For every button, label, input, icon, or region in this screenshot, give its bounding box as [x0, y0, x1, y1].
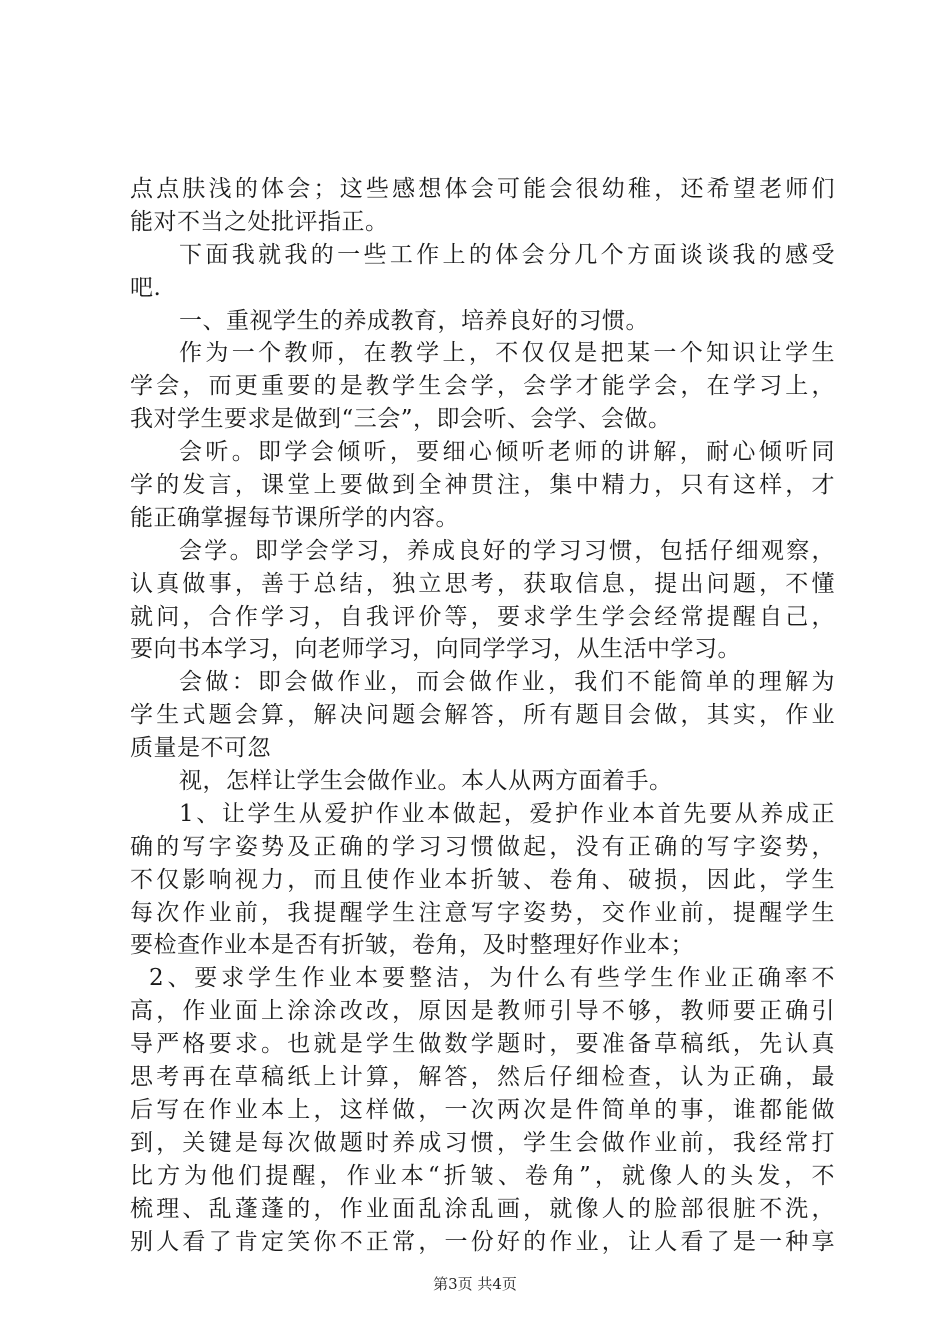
text-line: 能正确掌握每节课所学的内容。 — [130, 504, 459, 531]
text-line: 后写在作业本上，这样做，一次两次是件简单的事，谁都能做 — [130, 1096, 835, 1123]
text-line: 下面我就我的一些工作上的体会分几个方面谈谈我的感受 — [179, 241, 835, 268]
section-heading: 一、重视学生的养成教育，培养良好的习惯。 — [179, 307, 649, 334]
text-line: 2、要求学生作业本要整洁，为什么有些学生作业正确率不 — [149, 965, 835, 992]
text-line: 我对学生要求是做到“三会”，即会听、会学、会做。 — [130, 406, 672, 433]
text-line: 视，怎样让学生会做作业。本人从两方面着手。 — [179, 768, 673, 795]
text-line: 比方为他们提醒，作业本“折皱、卷角”，就像人的头发，不 — [130, 1162, 835, 1189]
text-line: 导严格要求。也就是学生做数学题时，要准备草稿纸，先认真 — [130, 1031, 835, 1058]
text-line: 思考再在草稿纸上计算，解答，然后仔细检查，认为正确，最 — [130, 1064, 835, 1091]
text-line: 要向书本学习，向老师学习，向同学学习，从生活中学习。 — [130, 636, 741, 663]
text-line: 会学。即学会学习，养成良好的学习习惯，包括仔细观察， — [179, 537, 835, 564]
text-line: 不仅影响视力，而且使作业本折皱、卷角、破损，因此，学生 — [130, 866, 835, 893]
text-line: 1、让学生从爱护作业本做起，爱护作业本首先要从养成正 — [179, 800, 835, 827]
page-number-footer: 第3页 共4页 — [433, 1275, 517, 1293]
text-line: 确的写字姿势及正确的学习习惯做起，没有正确的写字姿势， — [130, 833, 835, 860]
text-line: 学会，而更重要的是教学生会学，会学才能学会，在学习上， — [130, 373, 835, 400]
text-line: 高，作业面上涂涂改改，原因是教师引导不够，教师要正确引 — [130, 998, 835, 1025]
text-line: 每次作业前，我提醒学生注意写字姿势，交作业前，提醒学生 — [130, 899, 835, 926]
text-line: 会听。即学会倾听，要细心倾听老师的讲解，耐心倾听同 — [179, 439, 835, 466]
text-line: 就问，合作学习，自我评价等，要求学生学会经常提醒自己， — [130, 603, 835, 630]
text-line: 学的发言，课堂上要做到全神贯注，集中精力，只有这样，才 — [130, 472, 835, 499]
text-line: 点点肤浅的体会；这些感想体会可能会很幼稚，还希望老师们 — [130, 176, 835, 202]
text-line: 质量是不可忽 — [130, 735, 271, 762]
text-line: 要检查作业本是否有折皱，卷角，及时整理好作业本； — [130, 932, 694, 959]
text-line: 认真做事，善于总结，独立思考，获取信息，提出问题，不懂 — [130, 570, 835, 597]
text-line: 会做：即会做作业，而会做作业，我们不能简单的理解为 — [179, 669, 835, 696]
text-line: 作为一个教师，在教学上，不仅仅是把某一个知识让学生 — [179, 340, 835, 367]
text-line: 学生式题会算，解决问题会解答，所有题目会做，其实，作业 — [130, 702, 835, 729]
text-line: 别人看了肯定笑你不正常，一份好的作业，让人看了是一种享 — [130, 1228, 835, 1255]
text-line: 梳理、乱蓬蓬的，作业面乱涂乱画，就像人的脸部很脏不洗， — [130, 1195, 835, 1222]
text-line: 到，关键是每次做题时养成习惯，学生会做作业前，我经常打 — [130, 1129, 835, 1156]
text-line: 能对不当之处批评指正。 — [130, 208, 389, 235]
text-line: 吧. — [130, 274, 162, 301]
document-body — [130, 173, 835, 1258]
